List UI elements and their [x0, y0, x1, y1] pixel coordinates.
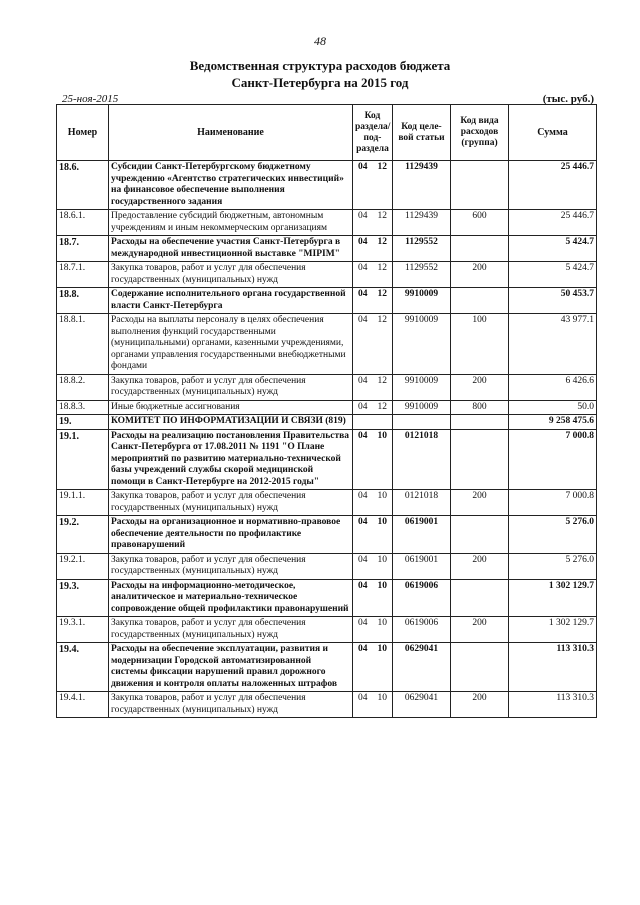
row-section — [353, 579, 393, 617]
row-section-code: 04 — [358, 289, 368, 299]
row-number: 19.1. — [57, 429, 109, 490]
row-subsection-code: 12 — [377, 211, 387, 221]
row-subsection-code: 12 — [377, 237, 387, 247]
row-sum: 50 453.7 — [509, 288, 597, 314]
row-article: 9910009 — [393, 374, 451, 400]
row-section-code: 04 — [358, 618, 368, 628]
row-section-code: 04 — [358, 517, 368, 527]
row-subsection-code: 10 — [377, 644, 387, 654]
row-name: Предоставление субсидий бюджетным, автономным учреждениям и иным некоммерческим организациям — [109, 210, 353, 236]
row-sum: 25 446.7 — [509, 210, 597, 236]
table-row — [57, 288, 597, 314]
row-expense-type — [451, 429, 509, 490]
row-name: Закупка товаров, работ и услуг для обеспечения государственных (муниципальных) нужд — [109, 490, 353, 516]
table-row — [57, 161, 597, 210]
row-expense-type: 200 — [451, 374, 509, 400]
row-name: Содержание исполнительного органа государственной власти Санкт-Петербурга — [109, 288, 353, 314]
header-article: Код целе- вой статьи — [393, 105, 451, 161]
table-row — [57, 579, 597, 617]
row-sum: 5 276.0 — [509, 553, 597, 579]
row-number: 18.8. — [57, 288, 109, 314]
row-section-code: 04 — [358, 580, 368, 591]
row-sum: 25 446.7 — [509, 161, 597, 210]
row-subsection-code: 12 — [377, 162, 387, 172]
row-name: Закупка товаров, работ и услуг для обеспечения государственных (муниципальных) нужд — [109, 262, 353, 288]
units-label: (тыс. руб.) — [542, 93, 594, 105]
row-name: Закупка товаров, работ и услуг для обеспечения государственных (муниципальных) нужд — [109, 553, 353, 579]
row-name: Закупка товаров, работ и услуг для обеспечения государственных (муниципальных) нужд — [109, 617, 353, 643]
row-article: 9910009 — [393, 288, 451, 314]
row-expense-type — [451, 579, 509, 617]
table-body — [57, 161, 597, 718]
table-header-row — [57, 105, 597, 161]
row-article: 9910009 — [393, 400, 451, 415]
title-line-2: Санкт-Петербурга на 2015 год — [231, 75, 409, 90]
row-name: Расходы на обеспечение участия Санкт-Петербурга в международной инвестиционной выставке "MIPIM" — [109, 236, 353, 262]
row-section — [353, 288, 393, 314]
row-section — [353, 314, 393, 375]
row-article: 1129552 — [393, 262, 451, 288]
table-row — [57, 490, 597, 516]
row-subsection-code: 12 — [377, 289, 387, 299]
header-expense-type: Код вида расходов (группа) — [451, 105, 509, 161]
row-subsection-code: 10 — [377, 580, 387, 591]
row-sum: 7 000.8 — [509, 429, 597, 490]
row-number: 19.4.1. — [57, 692, 109, 718]
row-name: Закупка товаров, работ и услуг для обеспечения государственных (муниципальных) нужд — [109, 692, 353, 718]
row-section-code: 04 — [358, 554, 368, 565]
header-sum: Сумма — [509, 105, 597, 161]
row-name: Расходы на обеспечение эксплуатации, развития и модернизации Городской автоматизированной системы фиксации нарушений правил дорожного движения и контроля оплаты наложенных штрафов — [109, 643, 353, 692]
row-sum: 5 276.0 — [509, 516, 597, 554]
row-number: 19.3.1. — [57, 617, 109, 643]
page-number: 48 — [314, 34, 326, 48]
row-sum: 1 302 129.7 — [509, 579, 597, 617]
row-sum: 113 310.3 — [509, 643, 597, 692]
row-section — [353, 161, 393, 210]
row-article: 0619001 — [393, 553, 451, 579]
table-row — [57, 553, 597, 579]
row-expense-type: 200 — [451, 262, 509, 288]
row-subsection-code: 10 — [377, 517, 387, 527]
row-expense-type: 200 — [451, 553, 509, 579]
budget-table — [56, 104, 597, 718]
row-expense-type: 200 — [451, 692, 509, 718]
row-expense-type: 200 — [451, 490, 509, 516]
table-row — [57, 643, 597, 692]
row-section-code: 04 — [358, 693, 368, 703]
table-row — [57, 400, 597, 415]
row-section-code: 04 — [358, 401, 368, 412]
row-section — [353, 553, 393, 579]
table-row — [57, 415, 597, 430]
row-sum: 7 000.8 — [509, 490, 597, 516]
row-expense-type — [451, 161, 509, 210]
row-number: 18.8.1. — [57, 314, 109, 375]
row-section-code: 04 — [358, 315, 368, 325]
row-section — [353, 490, 393, 516]
row-subsection-code: 10 — [377, 491, 387, 501]
table-row — [57, 236, 597, 262]
row-number: 18.7. — [57, 236, 109, 262]
row-section — [353, 617, 393, 643]
row-expense-type — [451, 415, 509, 430]
row-section-code: 04 — [358, 644, 368, 654]
row-section-code: 04 — [358, 211, 368, 221]
row-sum: 1 302 129.7 — [509, 617, 597, 643]
row-article: 0619001 — [393, 516, 451, 554]
row-number: 19. — [57, 415, 109, 430]
row-name: КОМИТЕТ ПО ИНФОРМАТИЗАЦИИ И СВЯЗИ (819) — [109, 415, 353, 430]
row-section — [353, 374, 393, 400]
row-sum: 50.0 — [509, 400, 597, 415]
row-section — [353, 210, 393, 236]
row-number: 18.6. — [57, 161, 109, 210]
row-expense-type: 100 — [451, 314, 509, 375]
row-sum: 43 977.1 — [509, 314, 597, 375]
table-row — [57, 429, 597, 490]
header-number: Номер — [57, 105, 109, 161]
row-article: 1129552 — [393, 236, 451, 262]
row-article: 0619006 — [393, 617, 451, 643]
row-number: 19.1.1. — [57, 490, 109, 516]
row-sum: 6 426.6 — [509, 374, 597, 400]
table-row — [57, 210, 597, 236]
row-sum: 9 258 475.6 — [509, 415, 597, 430]
row-name: Расходы на организационное и нормативно-правовое обеспечение деятельности по профилактике правонарушений — [109, 516, 353, 554]
row-section — [353, 429, 393, 490]
row-subsection-code: 10 — [377, 430, 387, 441]
title-line-1: Ведомственная структура расходов бюджета — [189, 58, 451, 73]
row-number: 18.8.3. — [57, 400, 109, 415]
row-number: 18.8.2. — [57, 374, 109, 400]
row-name: Субсидии Санкт-Петербургскому бюджетному учреждению «Агентство стратегических инвестиций» на финансовое обеспечение выполнения государственного задания — [109, 161, 353, 210]
row-section-code: 04 — [358, 263, 368, 273]
row-number: 19.4. — [57, 643, 109, 692]
row-section — [353, 236, 393, 262]
row-section-code: 04 — [358, 375, 368, 386]
row-section-code: 04 — [358, 430, 368, 441]
document-title — [0, 57, 640, 91]
row-section — [353, 516, 393, 554]
row-expense-type: 600 — [451, 210, 509, 236]
row-article: 9910009 — [393, 314, 451, 375]
row-article: 1129439 — [393, 210, 451, 236]
row-subsection-code: 12 — [377, 401, 387, 412]
row-number: 19.2.1. — [57, 553, 109, 579]
row-subsection-code: 12 — [377, 263, 387, 273]
row-section-code: 04 — [358, 237, 368, 247]
row-sum: 113 310.3 — [509, 692, 597, 718]
row-sum: 5 424.7 — [509, 236, 597, 262]
row-article: 0629041 — [393, 643, 451, 692]
header-name: Наименование — [109, 105, 353, 161]
row-section — [353, 400, 393, 415]
document-date: 25-ноя-2015 — [62, 93, 119, 105]
row-subsection-code: 10 — [377, 618, 387, 628]
row-section-code: 04 — [358, 491, 368, 501]
table-row — [57, 617, 597, 643]
row-number: 18.6.1. — [57, 210, 109, 236]
row-section — [353, 692, 393, 718]
table-row — [57, 314, 597, 375]
table-row — [57, 516, 597, 554]
row-expense-type: 800 — [451, 400, 509, 415]
row-expense-type — [451, 288, 509, 314]
row-subsection-code: 12 — [377, 315, 387, 325]
row-section-code: 04 — [358, 162, 368, 172]
row-expense-type — [451, 643, 509, 692]
row-expense-type — [451, 516, 509, 554]
row-section — [353, 643, 393, 692]
row-article: 0629041 — [393, 692, 451, 718]
row-name: Закупка товаров, работ и услуг для обеспечения государственных (муниципальных) нужд — [109, 374, 353, 400]
row-article: 0619006 — [393, 579, 451, 617]
row-sum: 5 424.7 — [509, 262, 597, 288]
row-article — [393, 415, 451, 430]
row-subsection-code: 10 — [377, 693, 387, 703]
row-number: 19.3. — [57, 579, 109, 617]
row-article: 0121018 — [393, 490, 451, 516]
row-expense-type: 200 — [451, 617, 509, 643]
table-row — [57, 692, 597, 718]
table-row — [57, 262, 597, 288]
row-article: 0121018 — [393, 429, 451, 490]
row-article: 1129439 — [393, 161, 451, 210]
row-subsection-code: 10 — [377, 554, 387, 565]
table-row — [57, 374, 597, 400]
row-expense-type — [451, 236, 509, 262]
row-section — [353, 262, 393, 288]
header-section: Код раздела/ под- раздела — [353, 105, 393, 161]
row-subsection-code: 12 — [377, 375, 387, 386]
row-name: Расходы на информационно-методическое, аналитическое и материально-техническое сопровождение общей профилактики правонарушений — [109, 579, 353, 617]
row-name: Расходы на выплаты персоналу в целях обеспечения выполнения функций государственными (муниципальными) органами, казенными учреждениями, органами управления государственными внебюджетными фондами — [109, 314, 353, 375]
row-section — [353, 415, 393, 430]
row-name: Иные бюджетные ассигнования — [109, 400, 353, 415]
row-number: 18.7.1. — [57, 262, 109, 288]
row-name: Расходы на реализацию постановления Правительства Санкт-Петербурга от 17.08.2011 № 1191 "О Плане мероприятий по развитию материально-технической базы учреждений службы скорой медицинской помощи в Санкт-Петербурге на 2012-2015 годы" — [109, 429, 353, 490]
row-number: 19.2. — [57, 516, 109, 554]
